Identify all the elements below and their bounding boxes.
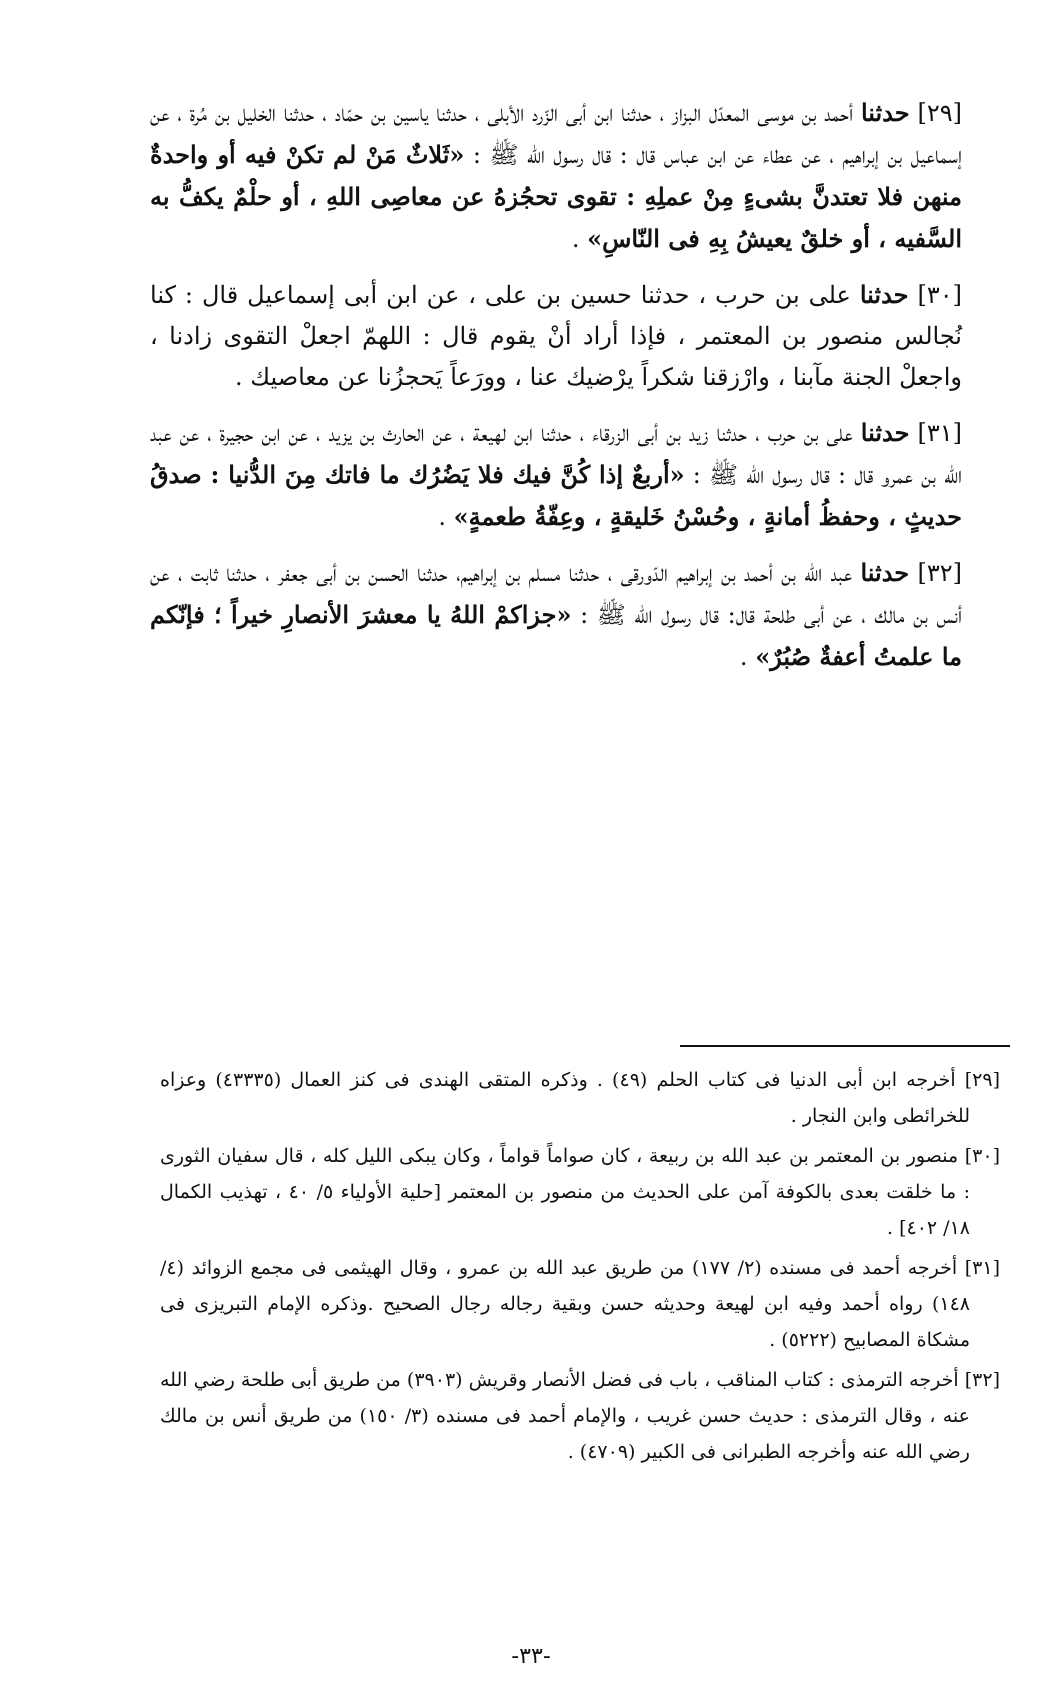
footnote-31 — [160, 1250, 1000, 1358]
hadith-paragraph-29 — [150, 92, 962, 260]
footnote-text: أخرجه الترمذى : كتاب المناقب ، باب فى فضل الأنصار وقريش (٣٩٠٣) من طريق أبى طلحة رضي الله عنه ، وقال الترمذى : حديث حسن غريب ، والإمام أحمد فى مسنده (٣/ ١٥٠) من طريق أنس بن مالك رضي الله عنه وأخرجه الطبرانى فى الكبير (٤٧٠٩) . — [160, 1369, 970, 1463]
footnote-number: [٣٠] — [964, 1145, 1000, 1167]
isnad-chain: أحمد بن موسى المعدّل البزاز ، حدثنا ابن أبى الزّرد الأبلى ، حدثنا ياسين بن حمّاد ، حدثنا الخليل بن مُرة ، عن إسماعيل بن إبراهيم ، عن عطاء عن ابن عباس قال : قال رسول الله ﷺ : — [150, 99, 962, 169]
footnote-30 — [160, 1138, 1000, 1246]
hadith-text: «جزاكمْ اللهُ يا معشرَ الأنصارِ خيراً ؛ فإنّكم ما علمتُ أعفةٌ صُبُرٌ» — [150, 600, 962, 671]
isnad-chain: على بن حرب ، حدثنا زيد بن أبى الزرقاء ، حدثنا ابن لهيعة ، عن الحارث بن يزيد ، عن ابن حجيرة ، عن عبد الله بن عمرو قال : قال رسول الله ﷺ : — [150, 419, 962, 489]
paragraph-end: . — [438, 503, 447, 531]
hadith-text: «ثَلاثٌ مَنْ لم تكنْ فيه أو واحدةٌ منهن فلا تعتدنَّ بشىءٍ مِنْ عملِهِ : تقوى تحجُزهُ عن معاصِى اللهِ ، أو حلْمٌ يكفُّ به السَّفيه ، أو خلقٌ يعيشُ بِهِ فى النّاسِ» — [150, 140, 962, 253]
hadith-paragraph-31 — [150, 412, 962, 538]
footnotes — [160, 1062, 1000, 1474]
paragraph-end: . — [571, 225, 580, 253]
paragraph-number: [٣٠] — [917, 281, 962, 309]
paragraph-lead: حدثنا — [860, 558, 910, 587]
hadith-paragraph-30 — [150, 274, 962, 398]
footnote-number: [٢٩] — [964, 1069, 1001, 1091]
page-number: -٣٣- — [511, 1644, 551, 1669]
isnad-chain: على بن حرب ، حدثنا حسين بن على ، عن ابن أبى إسماعيل قال : كنا نُجالس منصور بن المعتمر ، فإذا أراد أنْ يقوم قال : اللهمّ اجعلْ التقوى زادنا ، واجعلْ الجنة مآبنا ، وارْزقنا شكراً يرْضيك عنا ، وورَعاً يَحجزُنا عن معاصيك — [150, 281, 962, 391]
paragraph-lead: حدثنا — [860, 418, 910, 447]
footnote-text: أخرجه أحمد فى مسنده (٢/ ١٧٧) من طريق عبد الله بن عمرو ، وقال الهيثمى فى مجمع الزوائد (٤/ ١٤٨) رواه أحمد وفيه ابن لهيعة وحديثه حسن وبقية رجاله رجال الصحيح .وذكره الإمام التبريزى فى مشكاة المصابيح (٥٢٢٢) . — [160, 1257, 970, 1351]
footnote-32 — [160, 1362, 1000, 1470]
paragraph-number: [٢٩] — [917, 99, 962, 127]
paragraph-end: . — [739, 643, 748, 671]
paragraph-lead: حدثنا — [859, 280, 909, 309]
isnad-chain: عبد الله بن أحمد بن إبراهيم الدّورقى ، حدثنا مسلم بن إبراهيم، حدثنا الحسن بن أبى جعفر ، حدثنا ثابت ، عن أنس بن مالك ، عن أبى طلحة قال: قال رسول الله ﷺ : — [150, 559, 963, 629]
paragraph-lead: حدثنا — [860, 98, 910, 127]
footnote-text: أخرجه ابن أبى الدنيا فى كتاب الحلم (٤٩) . وذكره المتقى الهندى فى كنز العمال (٤٣٣٣٥) وعزاه للخرائطى وابن النجار . — [160, 1069, 970, 1127]
paragraph-end: . — [234, 363, 243, 391]
paragraph-number: [٣١] — [917, 419, 962, 447]
footnote-29 — [160, 1062, 1000, 1134]
hadith-paragraph-32 — [150, 552, 962, 678]
footnote-divider — [680, 1045, 1010, 1047]
paragraph-number: [٣٢] — [917, 559, 962, 587]
footnote-number: [٣٢] — [964, 1369, 1000, 1391]
hadith-text: «أربعٌ إذا كُنَّ فيك فلا يَضُرُك ما فاتك مِنَ الدُّنيا : صدقُ حديثٍ ، وحفظُ أمانةٍ ، وحُسْنُ خَليقةٍ ، وعِفّةُ طعمةٍ» — [150, 460, 962, 531]
main-text — [150, 92, 962, 692]
footnote-number: [٣١] — [964, 1257, 1000, 1279]
footnote-text: منصور بن المعتمر بن عبد الله بن ربيعة ، كان صواماً قواماً ، وكان يبكى الليل كله ، قال سفيان الثورى : ما خلقت بعدى بالكوفة آمن على الحديث من منصور بن المعتمر [حلية الأولياء ٥/ ٤٠ ، تهذيب الكمال ١٨/ ٤٠٢] . — [160, 1145, 970, 1239]
